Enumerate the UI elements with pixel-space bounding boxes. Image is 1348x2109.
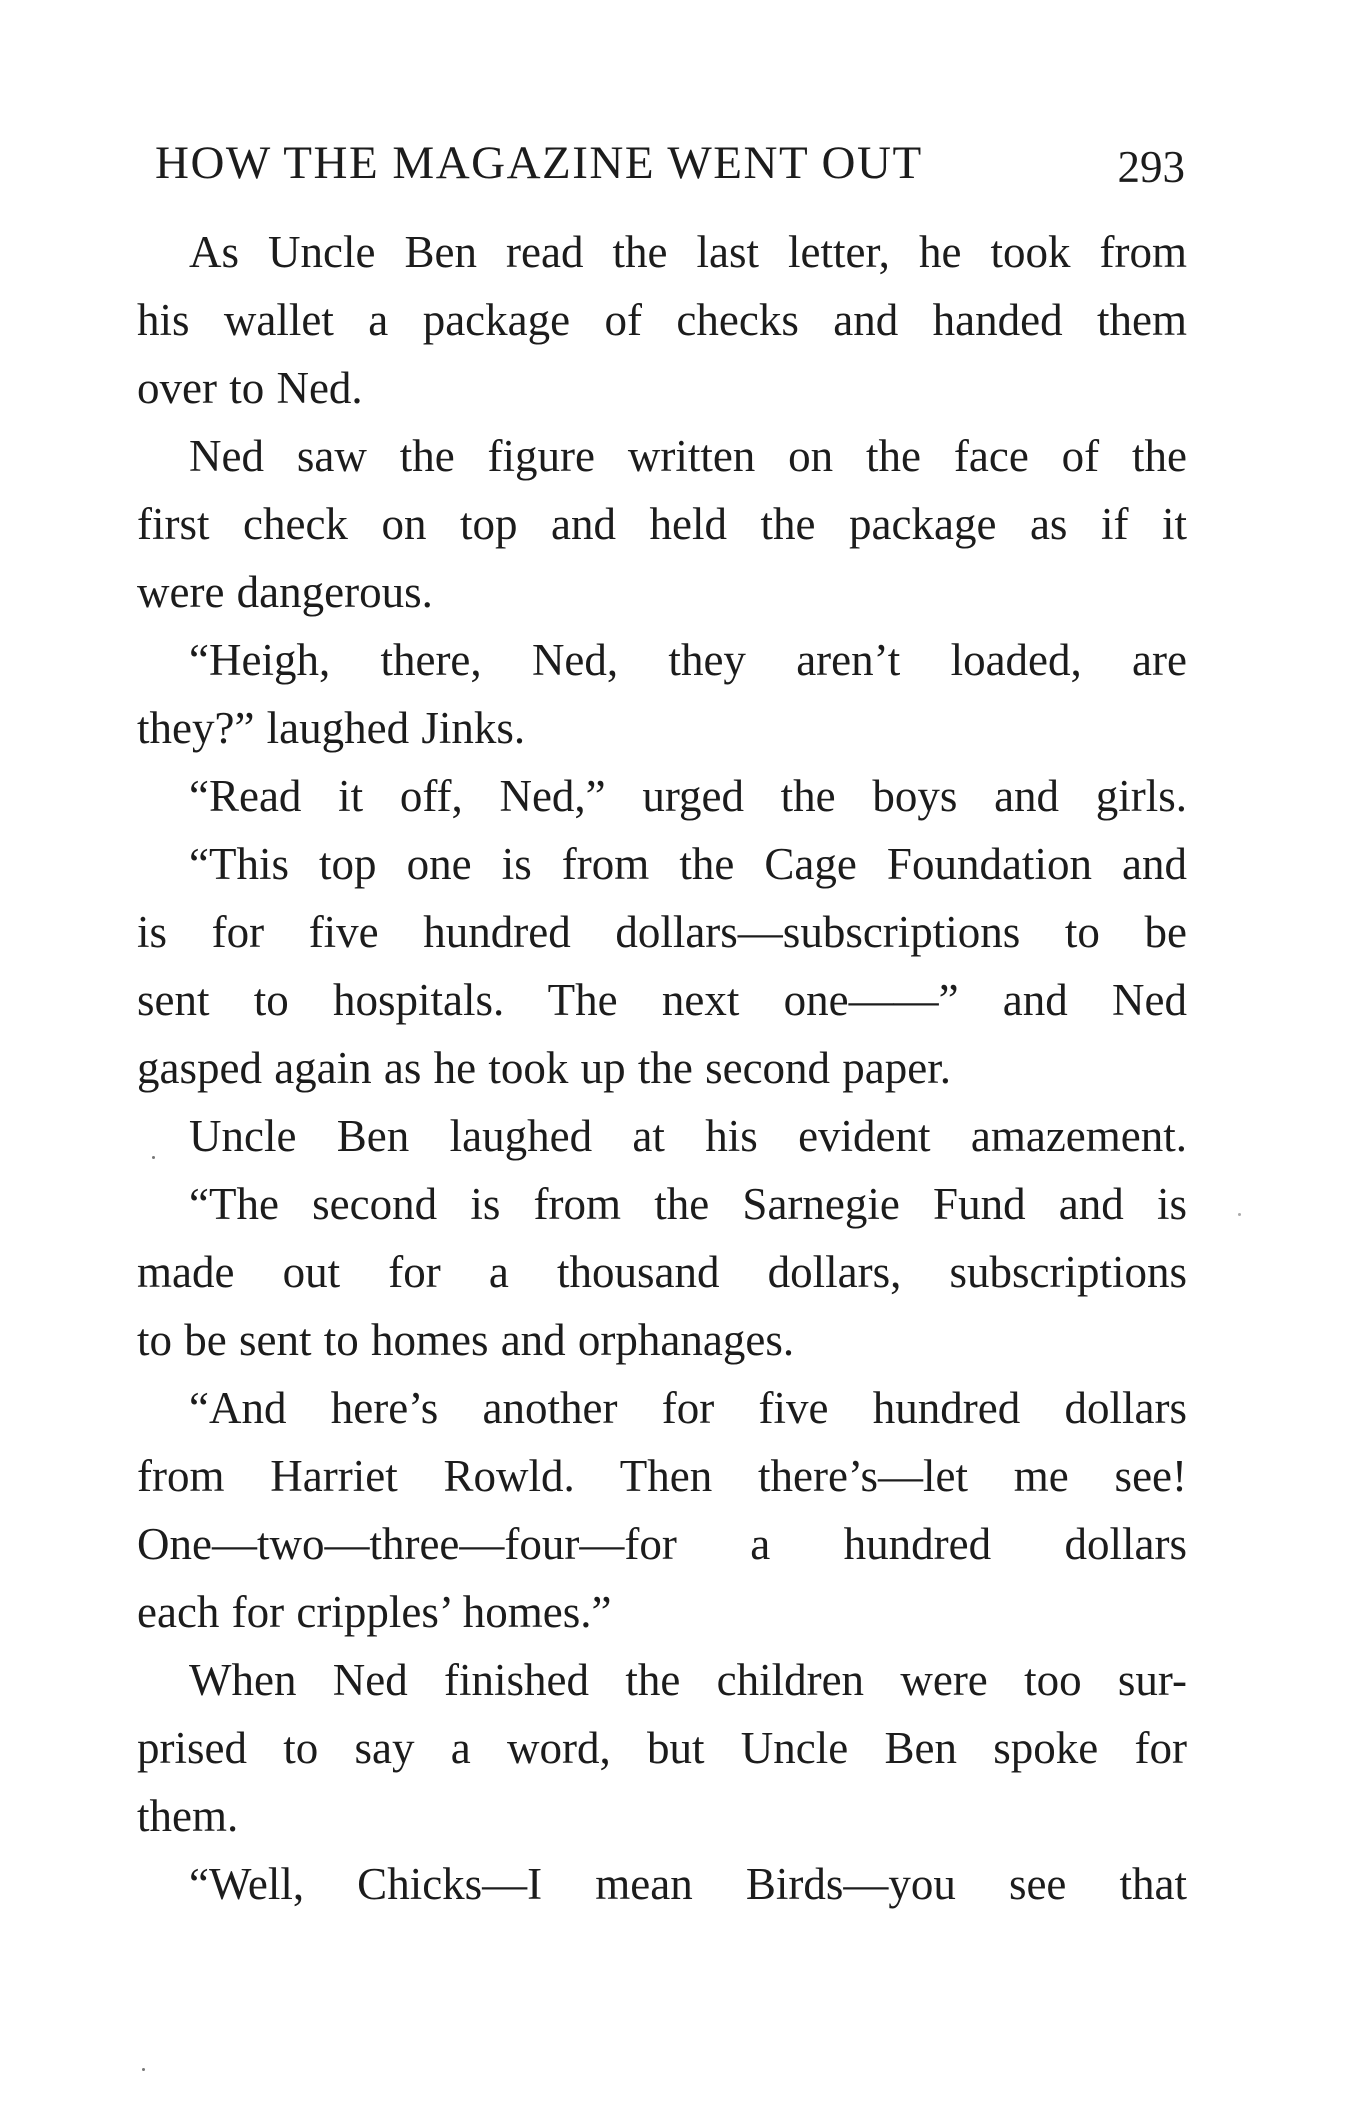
paragraph [137,1102,1187,1170]
paragraph [137,1850,1187,1918]
scan-speck [152,1156,155,1159]
paragraph [137,1170,1187,1374]
text-line: Ned saw the figure written on the face of the [189,431,1187,481]
text-line: over to Ned. [137,363,363,413]
text-line: sent to hospitals. The next one——” and Ned [137,975,1187,1025]
text-line: them. [137,1791,239,1841]
text-line: Uncle Ben laughed at his evident amazement. [189,1111,1187,1161]
text-line: is for five hundred dollars—subscriptions to be [137,907,1187,957]
page-number: 293 [1117,142,1185,192]
text-line: One—two—three—four—for a hundred dollars [137,1519,1187,1569]
text-line: “Read it off, Ned,” urged the boys and girls. [189,771,1187,821]
running-title: HOW THE MAGAZINE WENT OUT [155,137,923,189]
scan-speck [1238,1213,1241,1216]
text-line: “Well, Chicks—I mean Birds—you see that [189,1859,1187,1909]
text-line: “Heigh, there, Ned, they aren’t loaded, are [189,635,1187,685]
text-line: As Uncle Ben read the last letter, he took from [189,227,1187,277]
paragraph [137,830,1187,1102]
text-line: “The second is from the Sarnegie Fund and is [189,1179,1187,1229]
text-line: “This top one is from the Cage Foundation and [189,839,1187,889]
paragraph [137,762,1187,830]
text-line: were dangerous. [137,567,433,617]
text-line: When Ned finished the children were too sur- [189,1655,1187,1705]
running-head [155,133,1185,193]
text-line: they?” laughed Jinks. [137,703,526,753]
scan-speck [142,2068,145,2071]
text-line: his wallet a package of checks and handed them [137,295,1187,345]
paragraph [137,626,1187,762]
text-line: each for cripples’ homes.” [137,1587,612,1637]
paragraph [137,1646,1187,1850]
text-line: prised to say a word, but Uncle Ben spoke for [137,1723,1187,1773]
paragraph [137,218,1187,422]
text-line: first check on top and held the package as if it [137,499,1187,549]
body-text [137,218,1187,1918]
text-line: from Harriet Rowld. Then there’s—let me see! [137,1451,1187,1501]
text-line: “And here’s another for five hundred dollars [189,1383,1187,1433]
paragraph [137,422,1187,626]
text-line: gasped again as he took up the second paper. [137,1043,952,1093]
text-line: to be sent to homes and orphanages. [137,1315,795,1365]
paragraph [137,1374,1187,1646]
text-line: made out for a thousand dollars, subscriptions [137,1247,1187,1297]
